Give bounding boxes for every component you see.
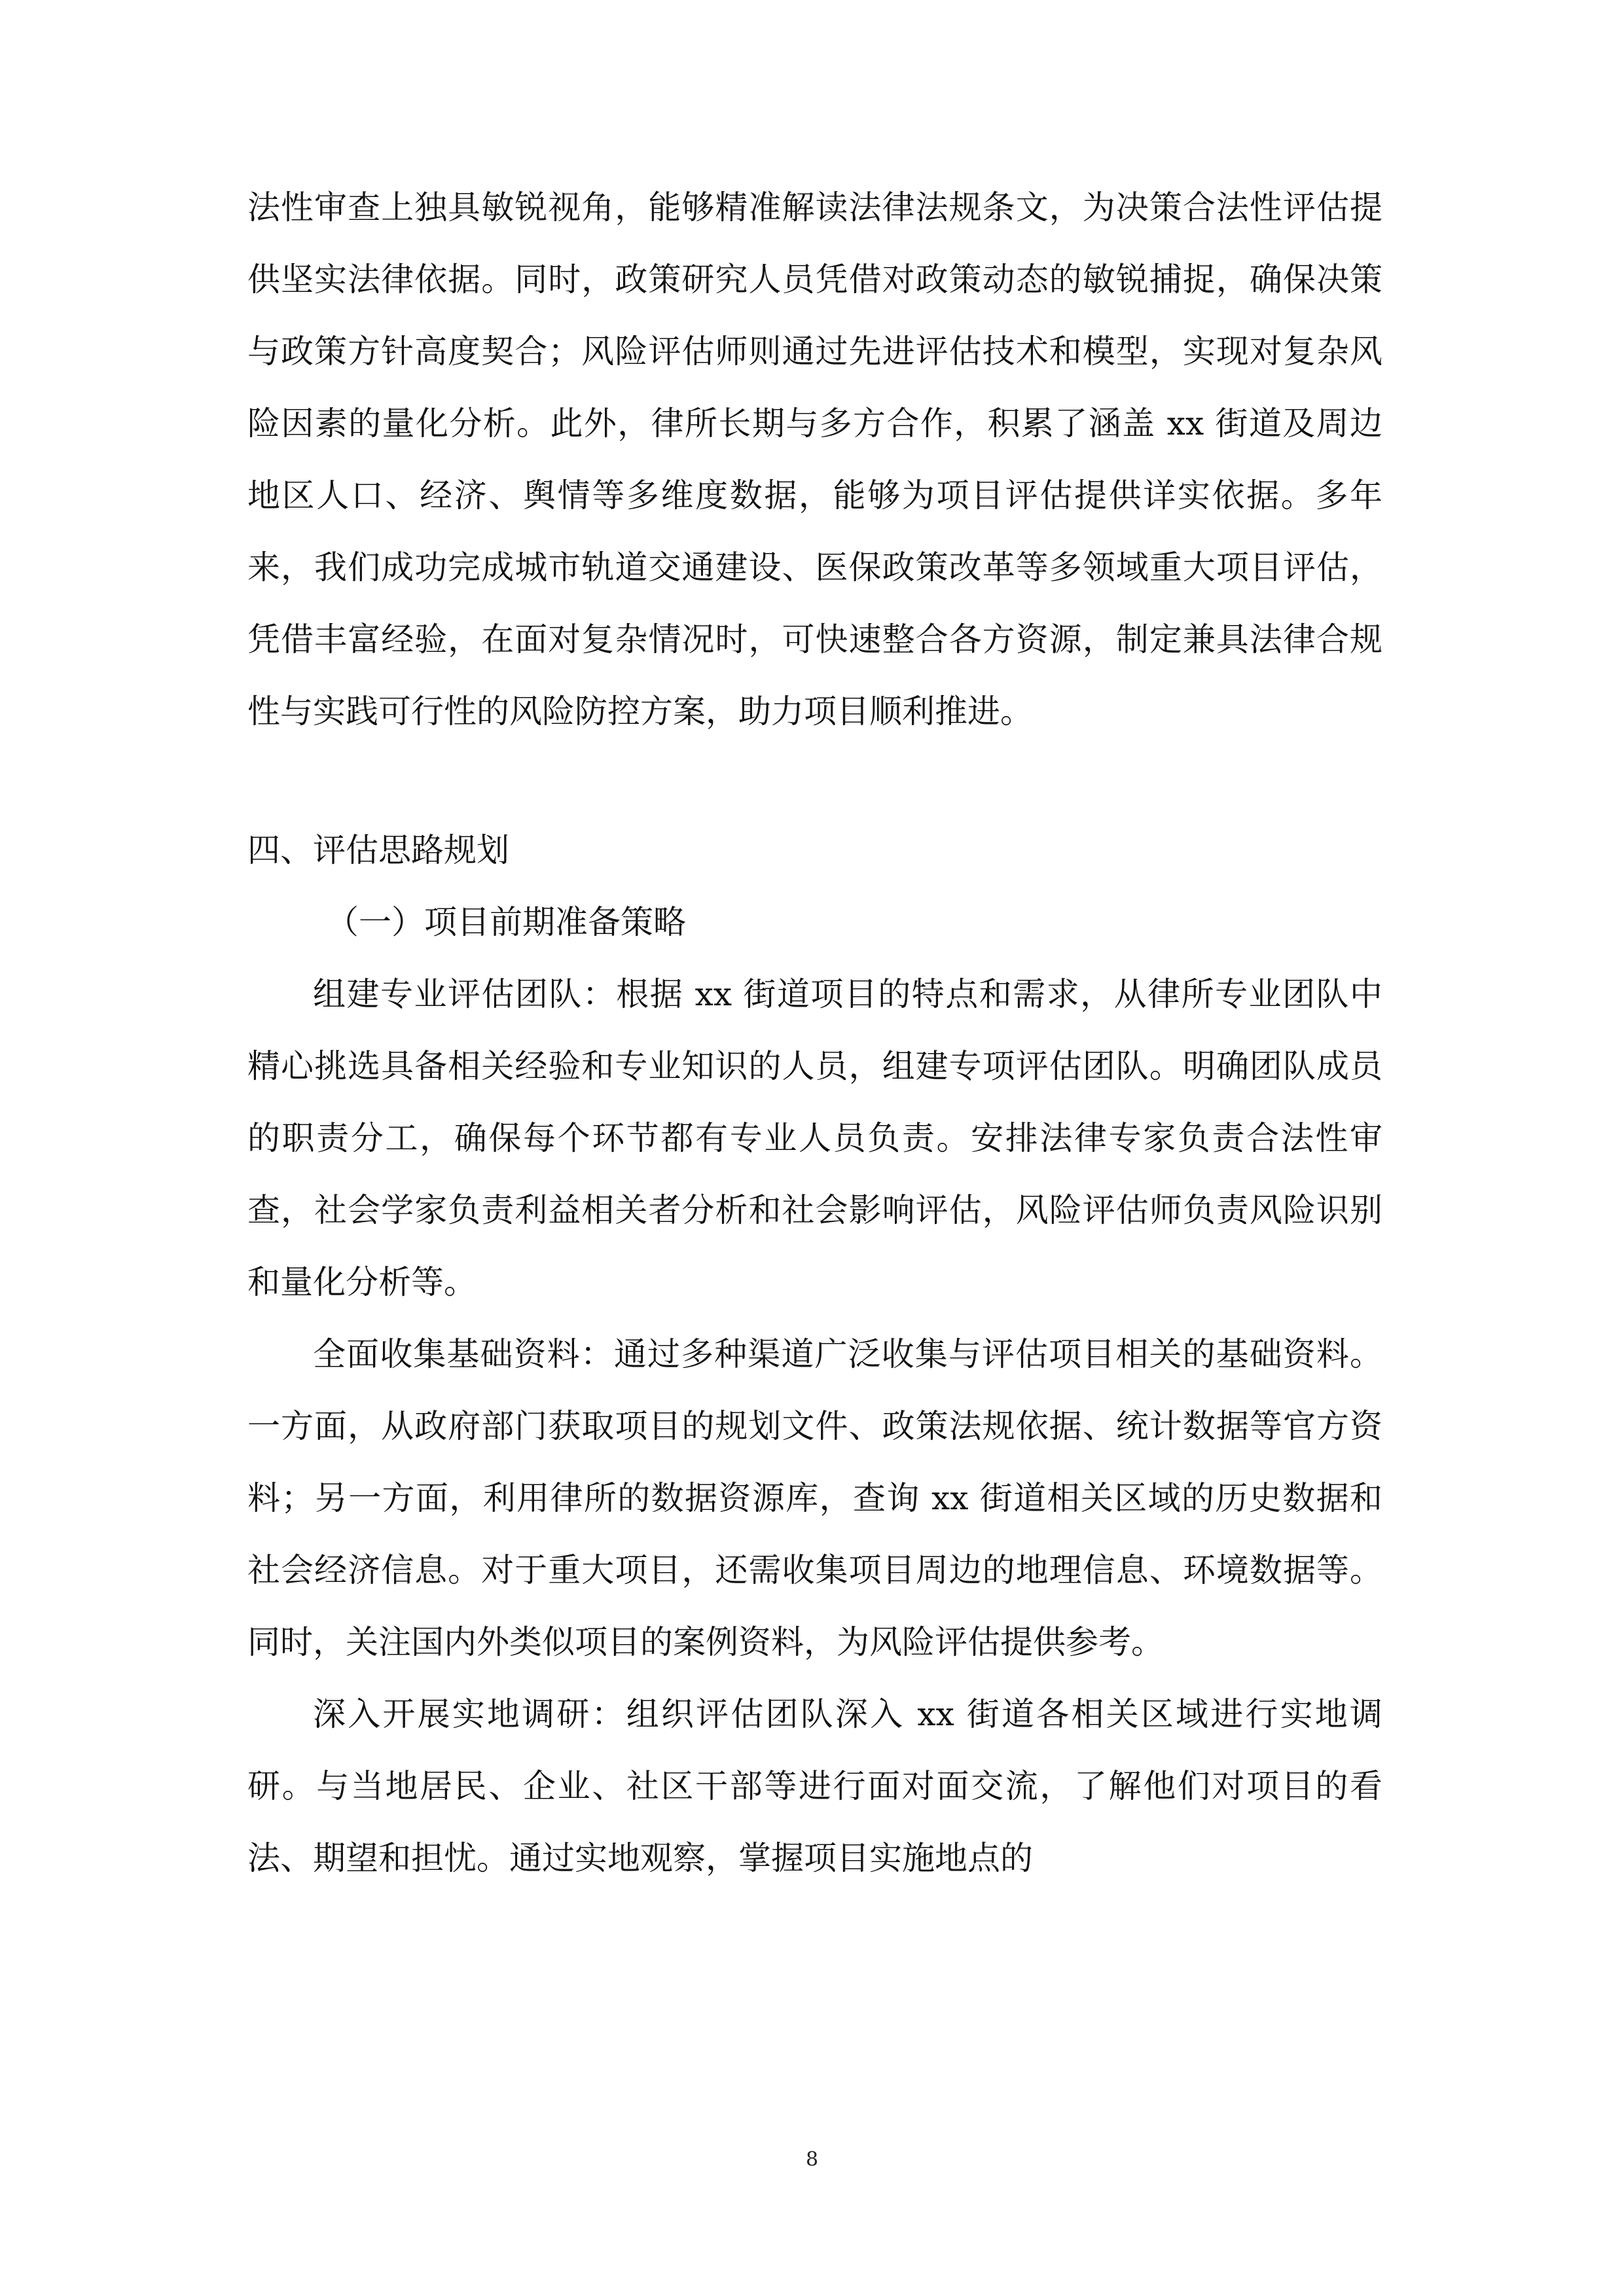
- subsection-heading: （一）项目前期准备策略: [326, 903, 686, 941]
- continuation-paragraph: 法性审查上独具敏锐视角，能够精准解读法律法规条文，为决策合法性评估提供坚实法律依据。同时，政策研究人员凭借对政策动态的敏锐捕捉，确保决策与政策方针高度契合；风险评估师则通过先进评估技术和模型，实现对复杂风险因素的量化分析。此外，律所长期与多方合作，积累了涵盖 xx 街道及周边地区人口、经济、舆情等多维度数据，能够为项目评估提供详实依据。多年来，我们成功完成城市轨道交通建设、医保政策改革等多领域重大项目评估，凭借丰富经验，在面对复杂情况时，可快速整合各方资源，制定兼具法律合规性与实践可行性的风险防控方案，助力项目顺利推进。: [247, 188, 1382, 730]
- paragraph-team: 组建专业评估团队：根据 xx 街道项目的特点和需求，从律所专业团队中精心挑选具备相关经验和专业知识的人员，组建专项评估团队。明确团队成员的职责分工，确保每个环节都有专业人员负责。安排法律专家负责合法性审查，社会学家负责利益相关者分析和社会影响评估，风险评估师负责风险识别和量化分析等。: [247, 975, 1382, 1301]
- paragraph-fieldwork: 深入开展实地调研：组织评估团队深入 xx 街道各相关区域进行实地调研。与当地居民、企业、社区干部等进行面对面交流，了解他们对项目的看法、期望和担忧。通过实地观察，掌握项目实施地点的: [247, 1695, 1382, 1877]
- section-spacer: [247, 747, 1382, 814]
- page-number: 8: [805, 2148, 819, 2171]
- paragraph-materials: 全面收集基础资料：通过多种渠道广泛收集与评估项目相关的基础资料。一方面，从政府部门获取项目的规划文件、政策法规依据、统计数据等官方资料；另一方面，利用律所的数据资源库，查询 xx 街道相关区域的历史数据和社会经济信息。对于重大项目，还需收集项目周边的地理信息、环境数据等。同时，关注国内外类似项目的案例资料，为风险评估提供参考。: [247, 1335, 1382, 1661]
- page-body: [247, 171, 1382, 1894]
- section-heading: 四、评估思路规划: [247, 831, 509, 869]
